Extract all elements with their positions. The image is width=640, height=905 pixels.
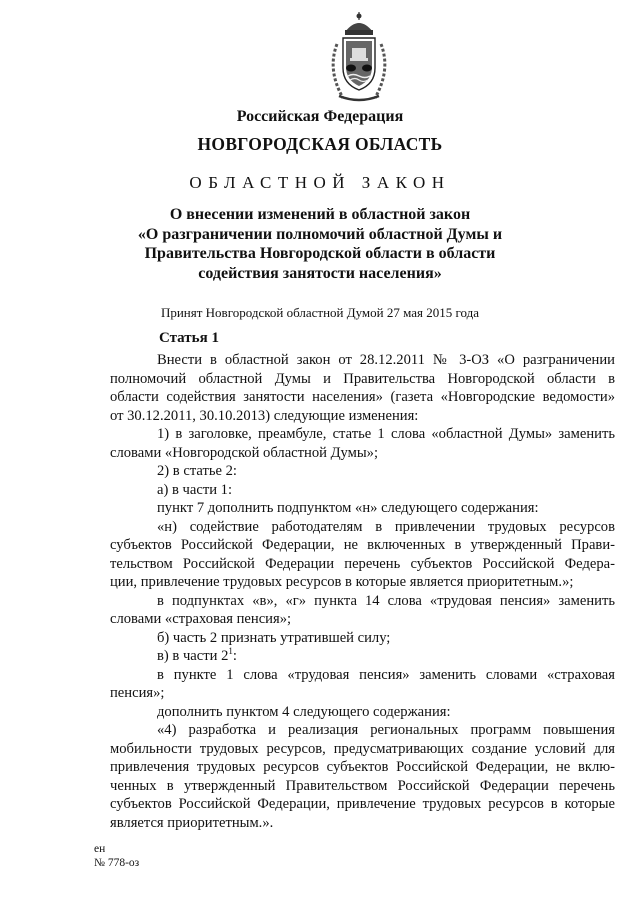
body-line: [110, 647, 615, 666]
body-line: [110, 518, 615, 537]
body-line: [110, 814, 615, 833]
body-line: [110, 684, 615, 703]
body-line-text: в подпунктах «в», «г» пункта 14 слова «трудовая пенсия» заменить: [157, 592, 615, 609]
document-footer: [94, 842, 139, 870]
body-line: [110, 666, 615, 685]
body-line: [110, 721, 615, 740]
body-line: [110, 444, 615, 463]
law-title: [0, 205, 640, 283]
body-line-text: «н) содействие работодателям в привлечении трудовых ресурсов: [157, 518, 615, 535]
body-line: [110, 777, 615, 796]
body-line-text: полномочий областной Думы и Правительства Новгородской области в: [110, 370, 615, 387]
law-title-line: О внесении изменений в областной закон: [169, 206, 471, 223]
body-line: [110, 740, 615, 759]
body-line-text: 1) в заголовке, преамбуле, статье 1 слова «областной Думы» заменить: [157, 426, 615, 442]
body-line: [110, 573, 615, 592]
body-line-text: Внести в областной закон от 28.12.2011 № 3-ОЗ «О разграничении: [157, 352, 615, 368]
body-line-text: привлечения трудовых ресурсов субъектов Российской Федерации, не вклю-: [110, 759, 615, 775]
body-line: [110, 407, 615, 426]
body-line-tail: :: [232, 648, 237, 664]
body-line-text: в пункте 1 слова «трудовая пенсия» заменить словами «страховая: [157, 666, 615, 683]
body-line-text: субъектов Российской Федерации, не включенных в утвержденный Прави-: [110, 537, 615, 553]
body-line: [110, 425, 615, 444]
body-line-text: области содействия занятости населения» (газета «Новгородские ведомости»: [110, 389, 615, 405]
body-line-text: пенсия»;: [110, 685, 165, 701]
body-line: [110, 499, 615, 518]
body-line-text: является приоритетным.».: [110, 814, 274, 831]
article-heading: Статья 1: [159, 330, 219, 346]
body-line-text: словами «страховая пенсия»;: [110, 611, 292, 627]
body-line-text: в) в части 2: [157, 648, 229, 664]
body-line-text: дополнить пунктом 4 следующего содержания:: [157, 703, 451, 720]
executor-initials: ен: [94, 843, 106, 855]
law-title-line: «О разграничении полномочий областной Думы и: [137, 225, 503, 243]
body-line: [110, 703, 615, 722]
body-line: [110, 592, 615, 611]
body-line-text: от 30.12.2011, 30.10.2013) следующие изменения:: [110, 407, 419, 424]
body-line: [110, 610, 615, 629]
law-number: № 778-оз: [94, 857, 140, 869]
body-line: [110, 351, 615, 370]
region-name: НОВГОРОДСКАЯ ОБЛАСТЬ: [197, 134, 443, 154]
body-line: [110, 555, 615, 574]
country-name: Российская Федерация: [236, 108, 404, 125]
body-line: [110, 758, 615, 777]
body-line: [110, 536, 615, 555]
coat-of-arms-icon: [323, 10, 395, 106]
body-line: [110, 795, 615, 814]
body-line: [110, 481, 615, 500]
law-title-line: Правительства Новгородской области в области: [144, 245, 496, 262]
body-line-text: «4) разработка и реализация региональных программ повышения: [157, 722, 615, 738]
body-line-text: словами «Новгородской областной Думы»;: [110, 444, 379, 461]
adoption-note: Принят Новгородской областной Думой 27 мая 2015 года: [160, 305, 480, 320]
body-line-text: 2) в статье 2:: [157, 463, 237, 479]
body-line-text: ции, привлечение трудовых ресурсов в которые является приоритетным.»;: [110, 574, 574, 590]
body-line-text: ченных в утвержденный Правительством Российской Федерации перечень: [110, 777, 615, 794]
superscript: 1: [228, 646, 233, 657]
body-line-text: б) часть 2 признать утратившей силу;: [157, 629, 391, 646]
body-line: [110, 629, 615, 648]
body-line-text: тельством Российской Федерации перечень субъектов Российской Федера-: [110, 555, 615, 572]
body-line: [110, 462, 615, 481]
body-line-text: субъектов Российской Федерации, привлечение трудовых ресурсов в которые: [110, 796, 615, 812]
body-line: [110, 370, 615, 389]
body-line-text: пункт 7 дополнить подпунктом «н» следующего содержания:: [157, 500, 539, 516]
law-type: ОБЛАСТНОЙ ЗАКОН: [189, 173, 451, 192]
law-title-line: содействия занятости населения»: [198, 264, 442, 282]
article-body: [110, 351, 615, 832]
body-line-text: а) в части 1:: [157, 481, 233, 498]
body-line-text: мобильности трудовых ресурсов, предусматривающих создание условий для: [110, 740, 615, 757]
body-line: [110, 388, 615, 407]
